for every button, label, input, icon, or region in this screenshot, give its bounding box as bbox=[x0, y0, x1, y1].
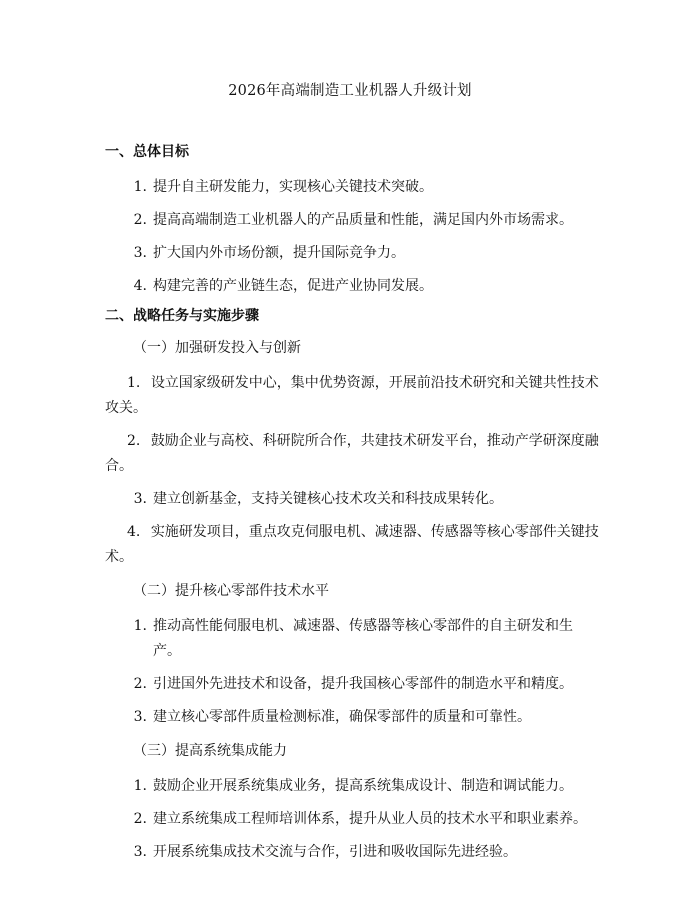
list-item bbox=[105, 614, 600, 664]
list-item bbox=[105, 774, 600, 799]
item-number: 2. bbox=[133, 212, 147, 228]
item-number: 2. bbox=[133, 811, 147, 827]
list-item bbox=[105, 672, 600, 697]
section-heading-goals: 一、总体目标 bbox=[105, 144, 189, 160]
item-number: 1. bbox=[133, 618, 147, 634]
item-text: 引进国外先进技术和设备，提升我国核心零部件的制造水平和精度。 bbox=[153, 676, 573, 692]
item-text: 建立创新基金，支持关键核心技术攻关和科技成果转化。 bbox=[153, 491, 503, 507]
item-text: 实施研发项目，重点攻克伺服电机、减速器、传感器等核心零部件关键技术。 bbox=[105, 524, 599, 565]
item-text: 鼓励企业与高校、科研院所合作，共建技术研发平台，推动产学研深度融合。 bbox=[105, 433, 599, 474]
document-title: 2026年高端制造工业机器人升级计划 bbox=[228, 83, 472, 99]
list-item bbox=[105, 208, 600, 233]
item-text: 构建完善的产业链生态，促进产业协同发展。 bbox=[153, 278, 433, 294]
item-text: 推动高性能伺服电机、减速器、传感器等核心零部件的自主研发和生产。 bbox=[153, 618, 573, 659]
item-number: 1. bbox=[127, 375, 141, 391]
item-text: 建立系统集成工程师培训体系，提升从业人员的技术水平和职业素养。 bbox=[153, 811, 587, 827]
item-number: 4. bbox=[133, 278, 147, 294]
item-text: 扩大国内外市场份额，提升国际竞争力。 bbox=[153, 245, 405, 261]
list-item bbox=[105, 429, 600, 479]
list-item bbox=[105, 274, 600, 299]
subsection-heading-rd: （一）加强研发投入与创新 bbox=[133, 340, 301, 356]
list-item bbox=[105, 807, 600, 832]
subsection-heading-components: （二）提升核心零部件技术水平 bbox=[133, 583, 329, 599]
document-body bbox=[105, 143, 600, 865]
item-number: 4. bbox=[127, 524, 141, 540]
item-number: 1. bbox=[133, 179, 147, 195]
item-number: 1. bbox=[133, 778, 147, 794]
item-number: 2. bbox=[133, 676, 147, 692]
item-number: 3. bbox=[133, 709, 147, 725]
item-number: 3. bbox=[133, 245, 147, 261]
list-item bbox=[105, 520, 600, 570]
list-item bbox=[105, 487, 600, 512]
item-text: 开展系统集成技术交流与合作，引进和吸收国际先进经验。 bbox=[153, 844, 517, 860]
item-text: 设立国家级研发中心，集中优势资源，开展前沿技术研究和关键共性技术攻关。 bbox=[105, 375, 599, 416]
item-number: 3. bbox=[133, 844, 147, 860]
item-text: 鼓励企业开展系统集成业务，提高系统集成设计、制造和调试能力。 bbox=[153, 778, 573, 794]
list-item bbox=[105, 840, 600, 865]
item-number: 2. bbox=[127, 433, 141, 449]
item-number: 3. bbox=[133, 491, 147, 507]
item-text: 提升自主研发能力，实现核心关键技术突破。 bbox=[153, 179, 433, 195]
section-heading-tasks: 二、战略任务与实施步骤 bbox=[105, 308, 259, 324]
list-item bbox=[105, 241, 600, 266]
subsection-heading-integration: （三）提高系统集成能力 bbox=[133, 743, 287, 759]
item-text: 建立核心零部件质量检测标准，确保零部件的质量和可靠性。 bbox=[153, 709, 531, 725]
item-text: 提高高端制造工业机器人的产品质量和性能，满足国内外市场需求。 bbox=[153, 212, 573, 228]
list-item bbox=[105, 371, 600, 421]
list-item bbox=[105, 175, 600, 200]
list-item bbox=[105, 705, 600, 730]
